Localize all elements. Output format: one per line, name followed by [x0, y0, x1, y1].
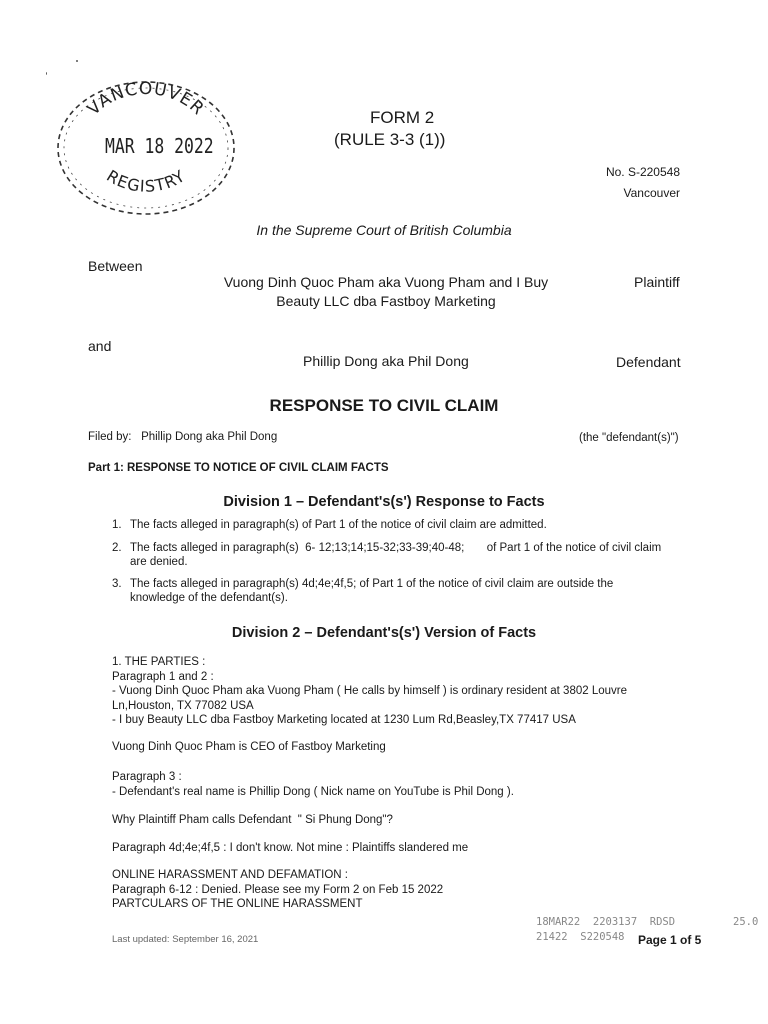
defendant-role: Defendant	[616, 354, 681, 370]
text-line: - I buy Beauty LLC dba Fastboy Marketing located at 1230 Lum Rd,Beasley,TX 77417 USA	[112, 714, 576, 726]
plaintiff-line-2: Beauty LLC dba Fastboy Marketing	[276, 293, 496, 309]
parties-section	[112, 655, 672, 728]
document-title: RESPONSE TO CIVIL CLAIM	[269, 396, 499, 415]
stamp-top-text: VANCOUVER	[83, 78, 209, 120]
paragraph-3-section	[112, 770, 672, 799]
registry-stamp	[52, 70, 240, 218]
division1-heading: Division 1 – Defendant's(s') Response to Facts	[223, 494, 545, 510]
list-item-text: The facts alleged in paragraph(s) of Part 1 of the notice of civil claim are admitted.	[130, 519, 547, 531]
scan-speck	[46, 72, 47, 75]
division1-list	[112, 518, 692, 605]
list-item	[112, 541, 692, 569]
and-label: and	[88, 338, 112, 354]
page-number: Page 1 of 5	[638, 933, 702, 947]
paragraph-4-line: Paragraph 4d;4e;4f,5 : I don't know. Not mine : Plaintiffs slandered me	[112, 842, 469, 854]
defendant-name: Phillip Dong aka Phil Dong	[303, 353, 469, 369]
receipt-amount: 25.0	[733, 916, 759, 928]
ceo-line: Vuong Dinh Quoc Pham is CEO of Fastboy Marketing	[112, 741, 386, 753]
stamp-date: MAR 18 2022	[105, 134, 214, 158]
filed-by-label: Filed by:	[88, 431, 132, 443]
list-item-number: 1.	[112, 519, 122, 531]
form-rule: (RULE 3-3 (1))	[334, 130, 446, 149]
list-item-text: knowledge of the defendant(s).	[130, 592, 288, 604]
filed-by	[88, 431, 277, 443]
list-item-text: The facts alleged in paragraph(s) 6- 12;13;14;15-32;33-39;40-48; of Part 1 of the notice of civil claim	[130, 542, 662, 554]
receipt-line-2: 21422 S220548	[536, 931, 625, 943]
plaintiff-names	[200, 273, 572, 311]
division2-heading: Division 2 – Defendant's(s') Version of Facts	[231, 625, 537, 641]
text-line: PARTCULARS OF THE ONLINE HARASSMENT	[112, 898, 363, 910]
text-line: Paragraph 3 :	[112, 771, 182, 783]
text-line: - Defendant's real name is Phillip Dong ( Nick name on YouTube is Phil Dong ).	[112, 785, 514, 798]
plaintiff-line-1: Vuong Dinh Quoc Pham aka Vuong Pham and I Buy	[223, 274, 549, 290]
defendant-note: (the "defendant(s)")	[579, 432, 679, 444]
text-line: - Vuong Dinh Quoc Pham aka Vuong Pham ( He calls by himself ) is ordinary resident at 3802 Louvre	[112, 685, 627, 697]
list-item	[112, 577, 692, 605]
list-item-number: 2.	[112, 542, 122, 554]
registry-location: Vancouver	[623, 186, 680, 200]
list-item-text: The facts alleged in paragraph(s) 4d;4e;4f,5; of Part 1 of the notice of civil claim are outside the	[130, 578, 614, 590]
text-line: Paragraph 1 and 2 :	[112, 670, 214, 683]
text-line: Ln,Houston, TX 77082 USA	[112, 699, 254, 712]
case-number: No. S-220548	[605, 165, 680, 179]
filed-by-name: Phillip Dong aka Phil Dong	[141, 431, 278, 443]
receipt-line-1: 18MAR22 2203137 RDSD	[536, 916, 676, 928]
court-name: In the Supreme Court of British Columbia	[256, 222, 512, 238]
stamp-bottom-text: REGISTRY	[103, 166, 189, 196]
scan-speck	[76, 60, 78, 62]
text-line: Paragraph 6-12 : Denied. Please see my Form 2 on Feb 15 2022	[112, 883, 444, 896]
plaintiff-role: Plaintiff	[634, 274, 680, 290]
list-item-number: 3.	[112, 578, 122, 590]
last-updated: Last updated: September 16, 2021	[112, 934, 259, 945]
between-label: Between	[88, 258, 143, 274]
why-line: Why Plaintiff Pham calls Defendant " Si Phung Dong"?	[112, 814, 393, 826]
harassment-section	[112, 868, 672, 912]
text-line: 1. THE PARTIES :	[112, 656, 206, 668]
list-item	[112, 518, 692, 532]
text-line: ONLINE HARASSMENT AND DEFAMATION :	[112, 869, 349, 881]
form-title: FORM 2	[370, 108, 435, 127]
part1-heading: Part 1: RESPONSE TO NOTICE OF CIVIL CLAIM FACTS	[88, 462, 389, 474]
list-item-text: are denied.	[130, 556, 188, 568]
